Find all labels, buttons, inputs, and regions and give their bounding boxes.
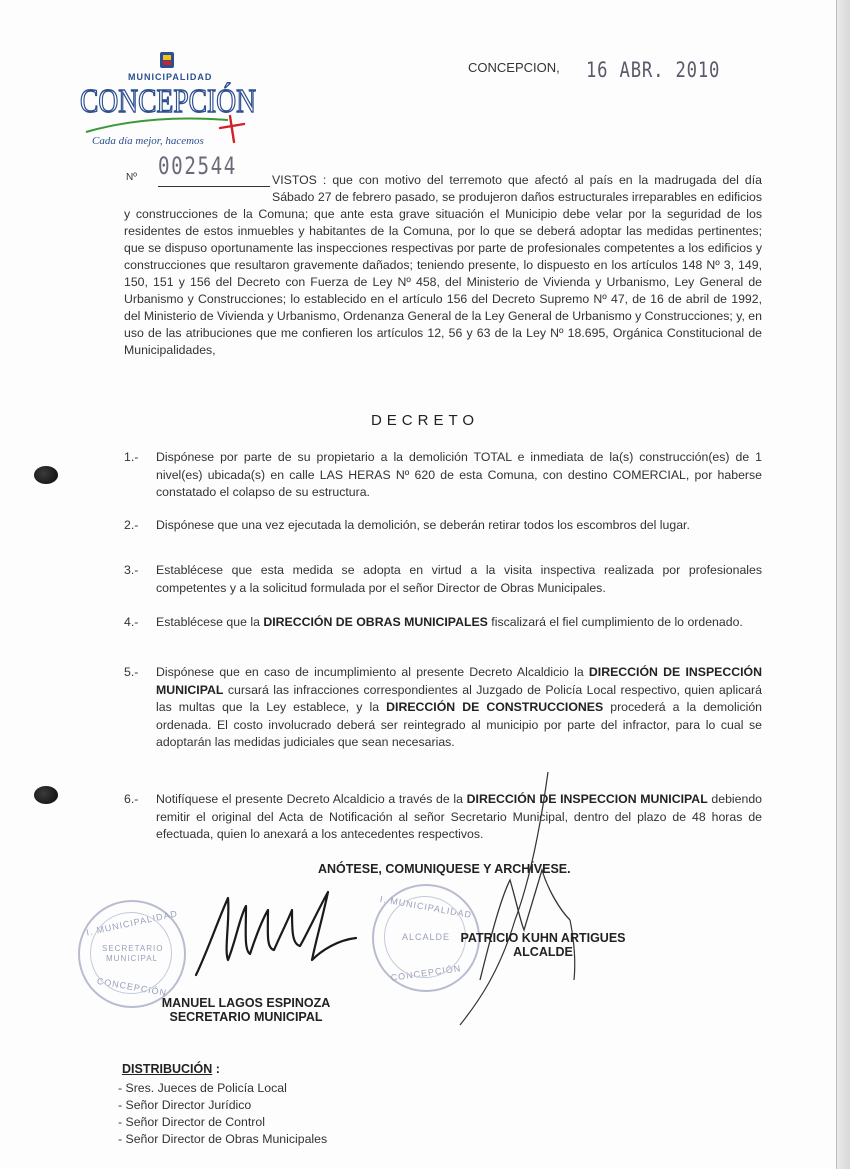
mayor-title: ALCALDE bbox=[513, 945, 573, 959]
item-text: Dispónese que una vez ejecutada la demolición, se deberán retirar todos los escombros del lugar. bbox=[156, 518, 690, 532]
decree-item-3 bbox=[124, 562, 762, 597]
item-number: 1.- bbox=[124, 450, 139, 464]
item-text: Notifíquese el presente Decreto Alcaldicio a través de la DIRECCIÓN DE INSPECCION MUNICIPAL debiendo remitir el original del Acta de Notificación al señor Secretario Municipal, dentro del plazo de 48 horas de efectuada, quien lo anexará a los antecedentes respectivos. bbox=[156, 792, 763, 841]
closing-formula: ANÓTESE, COMUNIQUESE Y ARCHÍVESE. bbox=[318, 862, 571, 876]
place-label: CONCEPCION, bbox=[468, 60, 560, 75]
item-number: 6.- bbox=[124, 792, 139, 806]
svg-text:Cada día mejor, hacemos: Cada día mejor, hacemos bbox=[92, 135, 204, 147]
mayor-seal: I. MUNICIPALIDAD ALCALDE CONCEPCIÓN bbox=[372, 884, 480, 992]
decree-item-2 bbox=[124, 517, 762, 535]
distribution-item: - Sres. Jueces de Policía Local bbox=[118, 1081, 287, 1095]
mayor-name-block bbox=[440, 931, 646, 959]
svg-text:CONCEPCIÓN: CONCEPCIÓN bbox=[80, 83, 298, 120]
mayor-name: PATRICIO KUHN ARTIGUES bbox=[460, 931, 626, 945]
decree-item-1 bbox=[124, 449, 762, 502]
secretary-name-block bbox=[146, 996, 346, 1024]
vistos-paragraph bbox=[124, 172, 762, 359]
svg-text:MUNICIPALIDAD: MUNICIPALIDAD bbox=[128, 72, 213, 82]
vistos-indent bbox=[124, 172, 272, 206]
mayor-signature bbox=[420, 770, 620, 1030]
decreto-title: DECRETO bbox=[370, 412, 480, 429]
item-text: Dispónese que en caso de incumplimiento al presente Decreto Alcaldicio la DIRECCIÓN DE INSPECCIÓN MUNICIPAL cursará las infracciones correspondientes al Juzgado de Policía Local respectivo, quien aplicará las multas que la Ley establece, y la DIRECCIÓN DE CONSTRUCCIONES procederá a la demolición ordenada. El costo involucrado deberá ser reintegrado al municipio por parte del infractor, para lo cual se adoptarán las medidas judiciales que sean necesarias. bbox=[156, 665, 763, 749]
item-number: 4.- bbox=[124, 615, 139, 629]
secretary-name: MANUEL LAGOS ESPINOZA bbox=[161, 996, 331, 1010]
distribution-item: - Señor Director de Obras Municipales bbox=[118, 1132, 328, 1146]
vistos-text: VISTOS : que con motivo del terremoto que afectó al país en la madrugada del día Sábado 27 de febrero pasado, se produjeron daños estructurales irreparables en edificios y construcciones de la Comuna; que ante esta grave situación el Municipio debe velar por la seguridad de los residentes de estos inmuebles y habitantes de la Comuna, por lo que se deberá adoptar las medidas pertinentes; que se dispuso oportunamente las inspecciones respectivas por parte de profesionales competentes a los edificios y construcciones que resultaron gravemente dañados; teniendo presente, lo dispuesto en los artículos 148 Nº 3, 149, 150, 151 y 156 del Decreto con Fuerza de Ley Nº 458, del Ministerio de Vivienda y Urbanismo, Ley General de Urbanismo y Construcciones; lo establecido en el artículo 156 del Decreto Supremo Nº 47, de 16 de abril de 1992, del Ministerio de Vivienda y Urbanismo, Ordenanza General de la Ley General de Urbanismo y Construcciones; y, en uso de las atribuciones que me confieren los artículos 12, 56 y 63 de la Ley Nº 18.695, Orgánica Constitucional de Municipalidades, bbox=[124, 173, 762, 357]
page-edge-shadow bbox=[837, 0, 850, 1169]
date-stamp: 16 ABR. 2010 bbox=[586, 58, 721, 82]
distribution-item: - Señor Director de Control bbox=[118, 1115, 265, 1129]
decree-item-5 bbox=[124, 664, 762, 752]
secretary-seal: I. MUNICIPALIDAD SECRETARIO MUNICIPAL CONCEPCIÓN bbox=[78, 900, 186, 1008]
item-text: Establécese que la DIRECCIÓN DE OBRAS MUNICIPALES fiscalizará el fiel cumplimiento de lo ordenado. bbox=[156, 615, 743, 629]
decree-number-stamp: 002544 bbox=[158, 152, 237, 180]
municipality-logo bbox=[78, 50, 298, 155]
secretary-title: SECRETARIO MUNICIPAL bbox=[169, 1010, 323, 1024]
punch-hole-bottom bbox=[34, 786, 58, 804]
coat-of-arms-icon bbox=[160, 52, 174, 68]
item-number: 3.- bbox=[124, 563, 139, 577]
item-number: 2.- bbox=[124, 518, 139, 532]
item-number: 5.- bbox=[124, 665, 139, 679]
item-text: Establécese que esta medida se adopta en virtud a la visita inspectiva realizada por profesionales competentes y a la solicitud formulada por el señor Director de Obras Municipales. bbox=[156, 563, 762, 595]
item-text: Dispónese por parte de su propietario a la demolición TOTAL e inmediata de la(s) construcción(es) de 1 nivel(es) ubicada(s) en calle LAS HERAS Nº 620 de esta Comuna, con destino COMERCIAL, por haberse constatado el colapso de su estructura. bbox=[156, 450, 762, 499]
distribution-title: DISTRIBUCIÓN : bbox=[122, 1062, 220, 1076]
decree-item-4 bbox=[124, 614, 762, 632]
punch-hole-top bbox=[34, 466, 58, 484]
distribution-list bbox=[118, 1080, 327, 1148]
secretary-signature bbox=[188, 880, 368, 980]
decree-number-label: Nº bbox=[126, 172, 137, 183]
distribution-item: - Señor Director Jurídico bbox=[118, 1098, 252, 1112]
